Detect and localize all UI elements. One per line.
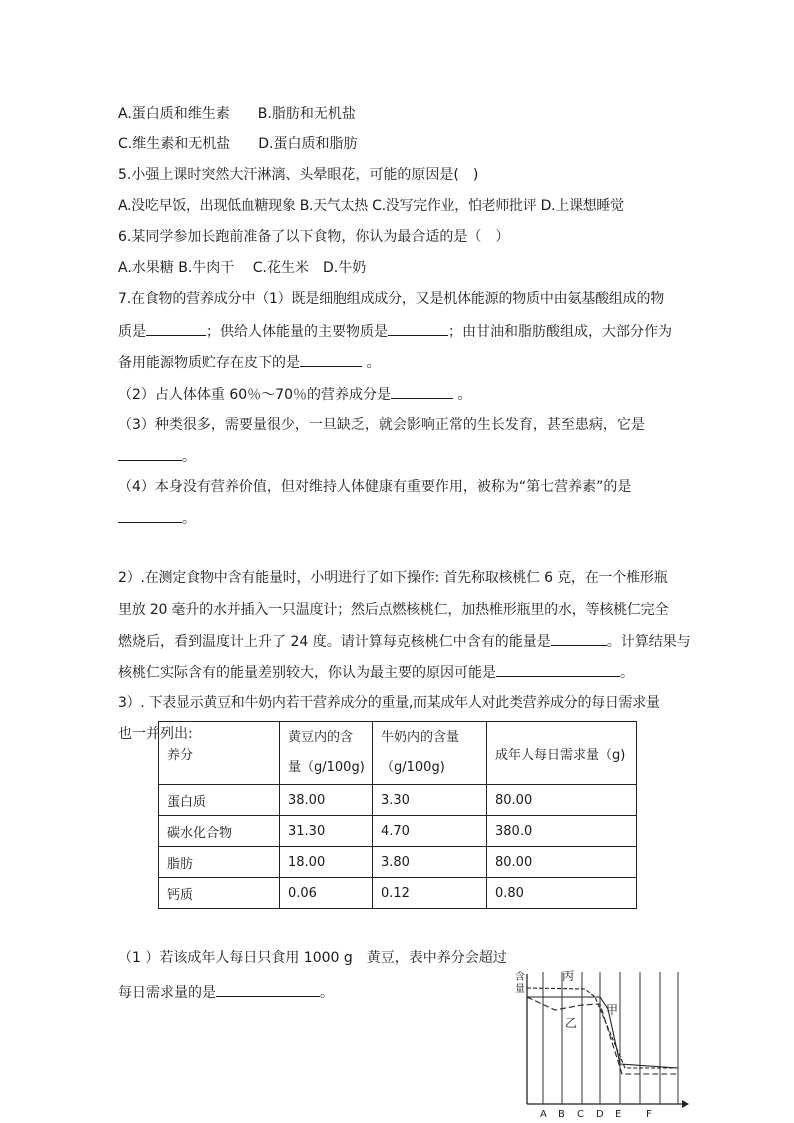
text: 。 <box>457 387 472 403</box>
question-5-options: A.没吃早饭，出现低血糖现象 B.天气太热 C.没写完作业，怕老师批评 D.上课想睡觉 <box>118 198 624 214</box>
x-label: D <box>596 1109 604 1119</box>
text: 核桃仁实际含有的能量差别较大，你认为最主要的原因可能是 <box>118 665 496 681</box>
text: 燃烧后，看到温度计上升了 24 度。请计算每克核桃仁中含有的能量是 <box>118 634 551 650</box>
table-cell: 钙质 <box>159 878 280 909</box>
question-5: 5.小强上课时突然大汗淋漓、头晕眼花，可能的原因是( ) <box>118 167 479 183</box>
y-label-char: 含 <box>515 972 525 983</box>
header-text: 量（g/100g) <box>288 760 365 775</box>
digestion-graph <box>510 964 690 1119</box>
text: 质是 <box>118 324 146 340</box>
text: ；由甘油和脂肪酸组成，大部分作为 <box>448 324 672 340</box>
answer-blank[interactable] <box>118 446 182 461</box>
answer-blank[interactable] <box>388 321 448 336</box>
header-text: 黄豆内的含 <box>288 730 354 745</box>
table-cell: 38.00 <box>280 785 373 816</box>
answer-blank[interactable] <box>146 321 206 336</box>
header-text: （g/100g) <box>381 760 445 775</box>
table-cell: 18.00 <box>280 847 373 878</box>
header-text: 养分 <box>167 747 194 763</box>
table-row <box>159 878 637 909</box>
answer-blank[interactable] <box>391 384 453 399</box>
table-cell: 0.06 <box>280 878 373 909</box>
curve-yi <box>527 997 678 1074</box>
table-cell: 0.80 <box>487 878 637 909</box>
text: 。 <box>620 665 634 681</box>
question-7-part3-answer <box>118 446 196 467</box>
question-6-options: A.水果糖 B.牛肉干 C.花生米 D.牛奶 <box>118 260 367 276</box>
header-nutrient <box>159 722 280 785</box>
table-cell: 4.70 <box>373 816 487 847</box>
table-cell: 0.12 <box>373 878 487 909</box>
table-cell: 380.0 <box>487 816 637 847</box>
text: ；供给人体能量的主要物质是 <box>206 324 388 340</box>
question-7: 7.在食物的营养成分中（1）既是细胞组成成分，又是机体能源的物质中由氨基酸组成的物 <box>118 291 665 307</box>
curve-label-bing: 丙 <box>562 969 575 983</box>
answer-blank[interactable] <box>118 508 182 523</box>
y-label-char: 量 <box>515 984 525 995</box>
table-cell: 碳水化合物 <box>159 816 280 847</box>
table-cell: 蛋白质 <box>159 785 280 816</box>
header-soybean <box>280 722 373 785</box>
table-row <box>159 816 637 847</box>
header-daily-need <box>487 722 637 785</box>
question-3-line1: 3）. 下表显示黄豆和牛奶内若干营养成分的重量,而某成年人对此类营养成分的每日需求量 <box>118 695 660 711</box>
text: 。 <box>320 985 334 1001</box>
table-row <box>159 847 637 878</box>
x-label: C <box>577 1109 584 1119</box>
x-label: B <box>558 1109 565 1119</box>
question-3-line2: 也一并列出: <box>118 726 193 742</box>
x-label: A <box>540 1109 547 1119</box>
table-cell: 3.80 <box>373 847 487 878</box>
text: 备用能源物质贮存在皮下的是 <box>118 355 300 371</box>
question-2-line1: 2）.在测定食物中含有能量时，小明进行了如下操作: 首先称取核桃仁 6 克，在一个椎形瓶 <box>118 570 668 586</box>
answer-blank[interactable] <box>300 352 362 367</box>
text: 。 <box>182 511 196 527</box>
table-cell: 80.00 <box>487 785 637 816</box>
header-text: 牛奶内的含量 <box>381 730 460 745</box>
question-2-line3 <box>118 631 691 652</box>
question-7-part3: （3）种类很多，需要量很少，一旦缺乏，就会影响正常的生长发育，甚至患病，它是 <box>118 417 645 433</box>
x-label: E <box>615 1109 622 1119</box>
option-line-ab: A.蛋白质和维生素 B.脂肪和无机盐 <box>118 106 356 122</box>
option-line-cd: C.维生素和无机盐 D.蛋白质和脂肪 <box>118 136 358 152</box>
table-cell: 脂肪 <box>159 847 280 878</box>
header-milk <box>373 722 487 785</box>
text: 。计算结果与 <box>606 634 691 650</box>
question-7-part4: （4）本身没有营养价值，但对维持人体健康有重要作用，被称为“第七营养素”的是 <box>118 479 632 495</box>
nutrition-table <box>158 721 637 909</box>
question-7-part2 <box>118 384 471 405</box>
text: 。 <box>366 355 381 371</box>
curve-jia <box>527 997 678 1068</box>
curve-label-jia: 甲 <box>606 1003 619 1017</box>
answer-blank[interactable] <box>496 662 620 677</box>
x-label: F <box>646 1109 652 1119</box>
question-7-part4-answer <box>118 508 196 529</box>
table-row <box>159 785 637 816</box>
header-text: 成年人每日需求量（g) <box>495 747 626 763</box>
question-6: 6.某同学参加长跑前准备了以下食物，你认为最合适的是（ ） <box>118 229 510 245</box>
table-cell: 3.30 <box>373 785 487 816</box>
text: 每日需求量的是 <box>118 985 216 1001</box>
table-header-row <box>159 722 637 785</box>
question-7-line2 <box>118 321 672 342</box>
curve-label-yi: 乙 <box>565 1016 578 1030</box>
question-2-line4 <box>118 662 634 683</box>
subquestion-1-line2 <box>118 982 334 1003</box>
x-axis-arrow <box>682 1100 689 1108</box>
text: 。 <box>182 449 196 465</box>
question-2-line2: 里放 20 毫升的水并插入一只温度计；然后点燃核桃仁，加热椎形瓶里的水，等核桃仁完全 <box>118 602 669 618</box>
answer-blank[interactable] <box>551 631 607 646</box>
table-cell: 31.30 <box>280 816 373 847</box>
answer-blank[interactable] <box>216 982 320 997</box>
table-cell: 80.00 <box>487 847 637 878</box>
text: （2）占人体体重 60％～70％的营养成分是 <box>118 387 391 403</box>
question-7-line3 <box>118 352 380 373</box>
subquestion-1-line1: （1 ）若该成年人每日只食用 1000 g 黄豆，表中养分会超过 <box>118 950 507 966</box>
